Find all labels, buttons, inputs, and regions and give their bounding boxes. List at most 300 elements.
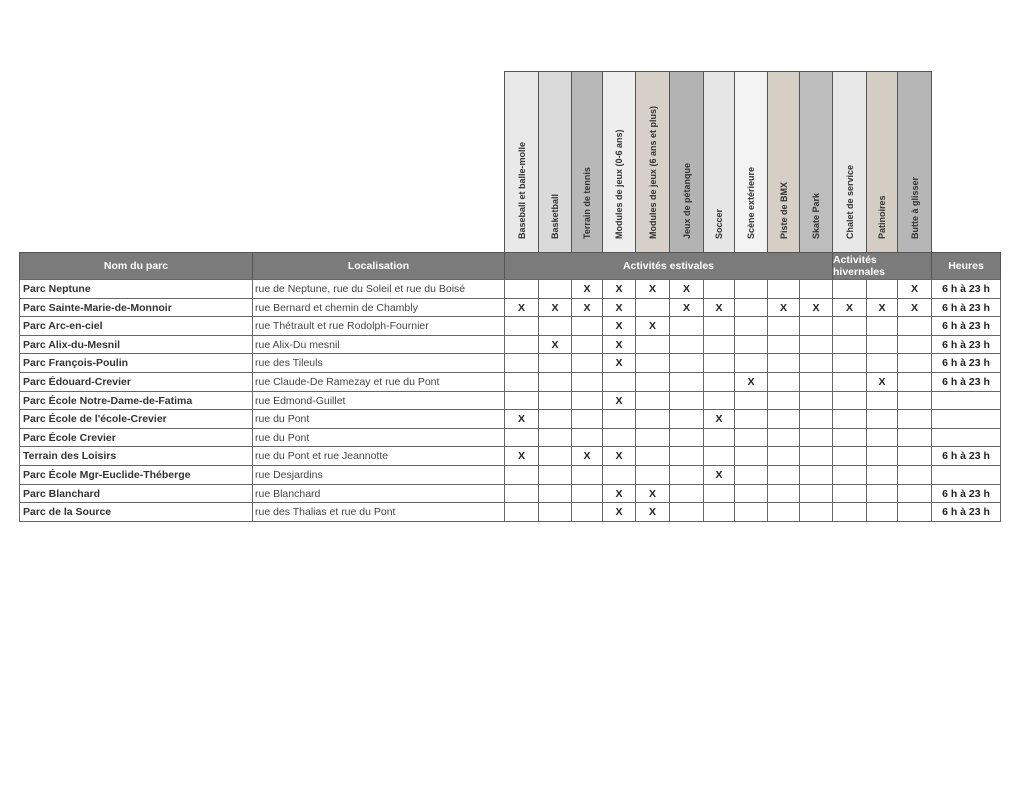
- activity-mark-cell: [669, 316, 704, 336]
- activity-mark-cell: [866, 428, 898, 447]
- activity-mark-cell: [504, 446, 539, 466]
- park-name-cell: [19, 446, 253, 466]
- activity-mark: X: [648, 487, 656, 500]
- activity-mark-cell: [866, 353, 898, 373]
- park-name-cell: [19, 465, 253, 485]
- park-name-cell: [19, 335, 253, 354]
- activity-mark-cell: [799, 446, 833, 466]
- activity-mark-cell: [602, 391, 636, 410]
- activity-mark-cell: [571, 316, 603, 336]
- activity-mark-cell: [538, 502, 572, 522]
- activity-mark-cell: [538, 335, 572, 354]
- activity-mark-cell: [799, 465, 833, 485]
- activity-mark-cell: [703, 409, 735, 429]
- park-name-cell: [19, 484, 253, 503]
- park-hours: 6 h à 23 h: [942, 320, 990, 332]
- activity-mark-cell: [602, 484, 636, 503]
- activity-mark-cell: [897, 372, 932, 392]
- activity-mark-cell: [635, 409, 670, 429]
- activity-header-label: Skate Park: [811, 192, 821, 239]
- park-name: Parc Édouard-Crevier: [23, 376, 131, 388]
- activity-mark: X: [747, 376, 755, 388]
- activity-header: [571, 71, 603, 253]
- activity-mark-cell: [703, 372, 735, 392]
- activity-mark: X: [551, 301, 559, 314]
- activity-mark-cell: [602, 465, 636, 485]
- activity-mark: X: [615, 357, 623, 369]
- park-location-cell: [252, 372, 505, 392]
- activity-mark-cell: [734, 409, 768, 429]
- activity-header-label: Chalet de service: [844, 164, 855, 239]
- activity-mark: X: [551, 338, 559, 351]
- activity-mark: X: [910, 301, 918, 314]
- activity-mark-cell: [734, 446, 768, 466]
- activity-mark-cell: [734, 372, 768, 392]
- activity-header: [897, 71, 932, 253]
- activity-header-label: Baseball et balle-molle: [516, 141, 527, 239]
- park-location-cell: [252, 316, 505, 336]
- activity-mark-cell: [669, 353, 704, 373]
- activity-mark-cell: [799, 391, 833, 410]
- column-header-name: [19, 252, 253, 280]
- park-location: rue Bernard et chemin de Chambly: [255, 301, 418, 314]
- activity-mark-cell: [866, 391, 898, 410]
- activity-mark: X: [910, 283, 918, 295]
- activity-mark-cell: [767, 502, 800, 522]
- activity-header-label: Modules de jeux (0-6 ans): [614, 129, 624, 239]
- activity-mark-cell: [703, 279, 735, 299]
- park-location: rue du Pont et rue Jeannotte: [255, 450, 389, 462]
- activity-mark-cell: [897, 446, 932, 466]
- activity-mark-cell: [538, 391, 572, 410]
- park-location-cell: [252, 298, 505, 317]
- activity-mark-cell: [602, 428, 636, 447]
- activity-mark-cell: [703, 353, 735, 373]
- activity-header: [767, 71, 800, 253]
- park-name-cell: [19, 391, 253, 410]
- activity-mark-cell: [703, 446, 735, 466]
- activity-mark: X: [615, 320, 623, 332]
- activity-header-label: Scène extérieure: [746, 166, 756, 239]
- activity-mark: X: [779, 301, 787, 314]
- activity-mark-cell: [734, 335, 768, 354]
- park-location-cell: [252, 502, 505, 522]
- column-header-location-label: Localisation: [347, 260, 410, 272]
- activity-mark-cell: [635, 279, 670, 299]
- park-hours: 6 h à 23 h: [942, 338, 990, 351]
- activity-mark-cell: [897, 391, 932, 410]
- activity-mark-cell: [897, 409, 932, 429]
- activity-mark-cell: [504, 335, 539, 354]
- park-location-cell: [252, 391, 505, 410]
- park-hours-cell: [931, 372, 1001, 392]
- park-hours: 6 h à 23 h: [942, 301, 990, 314]
- activity-mark: X: [648, 506, 656, 518]
- activity-mark-cell: [669, 409, 704, 429]
- park-hours-cell: [931, 279, 1001, 299]
- park-name: Parc École Notre-Dame-de-Fatima: [23, 394, 193, 407]
- activity-mark-cell: [602, 502, 636, 522]
- activity-mark-cell: [538, 372, 572, 392]
- activity-mark-cell: [635, 465, 670, 485]
- activity-header: [602, 71, 636, 253]
- park-hours: 6 h à 23 h: [942, 450, 990, 462]
- park-name-cell: [19, 353, 253, 373]
- activity-mark-cell: [799, 372, 833, 392]
- park-name-cell: [19, 428, 253, 447]
- activity-mark-cell: [703, 428, 735, 447]
- activity-mark-cell: [504, 316, 539, 336]
- activity-mark-cell: [602, 335, 636, 354]
- park-hours-cell: [931, 353, 1001, 373]
- activity-mark-cell: [602, 409, 636, 429]
- activity-mark: X: [615, 338, 623, 351]
- park-location-cell: [252, 409, 505, 429]
- park-location: rue des Tileuls: [255, 357, 323, 369]
- activity-mark-cell: [602, 372, 636, 392]
- activity-header-label: Basketball: [550, 193, 560, 239]
- activity-mark: X: [878, 301, 886, 314]
- activity-mark-cell: [734, 298, 768, 317]
- activity-mark-cell: [799, 484, 833, 503]
- activity-mark-cell: [734, 353, 768, 373]
- activity-mark-cell: [635, 353, 670, 373]
- activity-mark-cell: [571, 391, 603, 410]
- activity-mark-cell: [866, 484, 898, 503]
- activity-header: [703, 71, 735, 253]
- park-location-cell: [252, 446, 505, 466]
- activity-mark: X: [878, 376, 886, 388]
- activity-mark: X: [517, 301, 525, 314]
- park-hours: 6 h à 23 h: [942, 357, 990, 369]
- activity-mark-cell: [734, 502, 768, 522]
- activity-mark: X: [583, 283, 591, 295]
- activity-mark-cell: [832, 465, 867, 485]
- column-header-hours: [931, 252, 1001, 280]
- activity-header-label: Soccer: [714, 208, 724, 239]
- activity-mark-cell: [799, 335, 833, 354]
- activity-mark-cell: [504, 279, 539, 299]
- park-location: rue du Pont: [255, 431, 310, 444]
- activity-mark: X: [615, 487, 623, 500]
- park-hours-cell: [931, 316, 1001, 336]
- activity-mark-cell: [734, 484, 768, 503]
- activity-mark-cell: [538, 316, 572, 336]
- activity-mark-cell: [767, 353, 800, 373]
- activity-mark-cell: [635, 428, 670, 447]
- park-hours-cell: [931, 446, 1001, 466]
- activity-mark-cell: [635, 372, 670, 392]
- column-header-winter-label: Activités hivernales: [833, 254, 885, 278]
- activity-mark-cell: [504, 372, 539, 392]
- park-name: Parc Arc-en-ciel: [23, 320, 103, 332]
- activity-mark-cell: [538, 484, 572, 503]
- activity-mark-cell: [832, 335, 867, 354]
- park-name-cell: [19, 279, 253, 299]
- activity-mark: X: [615, 283, 623, 295]
- activity-mark-cell: [669, 335, 704, 354]
- activity-mark-cell: [767, 391, 800, 410]
- activity-mark-cell: [602, 446, 636, 466]
- activity-mark-cell: [799, 353, 833, 373]
- activity-mark-cell: [866, 372, 898, 392]
- park-hours: 6 h à 23 h: [942, 487, 990, 500]
- activity-mark-cell: [571, 335, 603, 354]
- activity-mark-cell: [538, 353, 572, 373]
- activity-mark-cell: [799, 428, 833, 447]
- park-hours-cell: [931, 465, 1001, 485]
- activity-mark-cell: [571, 279, 603, 299]
- park-hours: 6 h à 23 h: [942, 283, 990, 295]
- park-hours: 6 h à 23 h: [942, 506, 990, 518]
- column-header-name-label: Nom du parc: [103, 260, 169, 272]
- activity-mark-cell: [669, 465, 704, 485]
- activity-mark-cell: [538, 428, 572, 447]
- activity-mark: X: [682, 283, 690, 295]
- activity-mark-cell: [571, 446, 603, 466]
- activity-header-label: Piste de BMX: [778, 181, 789, 239]
- park-name: Parc École Mgr-Euclide-Théberge: [23, 469, 191, 481]
- park-hours-cell: [931, 391, 1001, 410]
- park-name: Parc École de l'école-Crevier: [23, 413, 167, 425]
- park-location: rue Thétrault et rue Rodolph-Fournier: [255, 320, 429, 332]
- activity-mark-cell: [669, 428, 704, 447]
- activity-mark-cell: [866, 335, 898, 354]
- activity-header-label: Butte à glisser: [909, 176, 920, 239]
- activity-mark: X: [845, 301, 853, 314]
- activity-mark-cell: [538, 465, 572, 485]
- activity-mark-cell: [832, 484, 867, 503]
- activity-mark-cell: [767, 335, 800, 354]
- activity-mark-cell: [703, 484, 735, 503]
- activity-mark-cell: [897, 279, 932, 299]
- park-name: Parc Blanchard: [23, 487, 101, 500]
- activity-mark-cell: [703, 335, 735, 354]
- activity-mark-cell: [767, 372, 800, 392]
- activity-mark-cell: [571, 428, 603, 447]
- park-name: Parc François-Poulin: [23, 357, 129, 369]
- activity-mark-cell: [866, 298, 898, 317]
- park-name: Parc Neptune: [23, 283, 91, 295]
- activity-mark-cell: [832, 446, 867, 466]
- park-name: Terrain des Loisirs: [23, 450, 117, 462]
- activity-mark: X: [812, 301, 820, 314]
- activity-mark: X: [615, 301, 623, 314]
- activity-mark-cell: [635, 484, 670, 503]
- activity-mark-cell: [635, 335, 670, 354]
- park-hours-cell: [931, 428, 1001, 447]
- activity-mark-cell: [703, 316, 735, 336]
- activity-mark: X: [715, 413, 723, 425]
- activity-header: [669, 71, 704, 253]
- activity-header: [635, 71, 670, 253]
- activity-mark: X: [615, 394, 623, 407]
- activity-mark: X: [715, 301, 723, 314]
- column-header-summer-label: Activités estivales: [622, 260, 715, 272]
- park-location: rue du Pont: [255, 413, 310, 425]
- activity-mark-cell: [832, 316, 867, 336]
- activity-mark-cell: [767, 409, 800, 429]
- activity-header: [832, 71, 867, 253]
- activity-mark-cell: [866, 409, 898, 429]
- activity-mark-cell: [897, 298, 932, 317]
- activity-mark-cell: [866, 279, 898, 299]
- activity-mark-cell: [669, 298, 704, 317]
- activity-mark-cell: [897, 316, 932, 336]
- activity-mark-cell: [504, 428, 539, 447]
- column-header-hours-label: Heures: [948, 260, 984, 272]
- activity-mark-cell: [538, 279, 572, 299]
- park-hours-cell: [931, 484, 1001, 503]
- activity-mark-cell: [504, 502, 539, 522]
- park-location: rue des Thalias et rue du Pont: [255, 506, 396, 518]
- activity-mark-cell: [703, 391, 735, 410]
- activity-mark-cell: [669, 446, 704, 466]
- activity-header-label: Modules de jeux (6 ans et plus): [647, 105, 658, 239]
- activity-mark-cell: [669, 484, 704, 503]
- activity-mark-cell: [897, 428, 932, 447]
- park-location: rue Alix-Du mesnil: [255, 338, 340, 351]
- park-name: Parc Sainte-Marie-de-Monnoir: [23, 301, 172, 314]
- park-name-cell: [19, 298, 253, 317]
- activity-mark-cell: [703, 502, 735, 522]
- activity-mark-cell: [602, 298, 636, 317]
- activity-mark-cell: [799, 316, 833, 336]
- park-location-cell: [252, 353, 505, 373]
- activity-mark-cell: [832, 502, 867, 522]
- activity-mark: X: [715, 469, 723, 481]
- activity-mark: X: [517, 450, 525, 462]
- park-name-cell: [19, 316, 253, 336]
- activity-header: [734, 71, 768, 253]
- activity-mark-cell: [635, 502, 670, 522]
- activity-mark-cell: [799, 502, 833, 522]
- activity-mark-cell: [504, 409, 539, 429]
- activity-mark-cell: [767, 446, 800, 466]
- park-hours-cell: [931, 298, 1001, 317]
- activity-mark-cell: [897, 484, 932, 503]
- activity-mark-cell: [767, 298, 800, 317]
- activity-mark-cell: [832, 409, 867, 429]
- activity-mark: X: [517, 413, 525, 425]
- activity-mark: X: [615, 450, 623, 462]
- activity-mark-cell: [504, 353, 539, 373]
- activity-mark-cell: [767, 316, 800, 336]
- activity-mark-cell: [635, 446, 670, 466]
- activity-mark-cell: [734, 391, 768, 410]
- activity-mark-cell: [734, 279, 768, 299]
- park-location: rue Desjardins: [255, 469, 323, 481]
- activity-mark-cell: [866, 465, 898, 485]
- activity-header-label: Terrain de tennis: [582, 167, 592, 239]
- activity-mark: X: [648, 283, 656, 295]
- activity-mark-cell: [571, 484, 603, 503]
- park-name-cell: [19, 409, 253, 429]
- activity-mark-cell: [669, 372, 704, 392]
- activity-mark-cell: [703, 465, 735, 485]
- park-location-cell: [252, 279, 505, 299]
- activity-mark-cell: [571, 372, 603, 392]
- activity-header: [866, 71, 898, 253]
- activity-mark-cell: [602, 353, 636, 373]
- activity-mark: X: [682, 301, 690, 314]
- park-name: Parc Alix-du-Mesnil: [23, 338, 121, 351]
- activity-mark-cell: [538, 298, 572, 317]
- activity-mark-cell: [571, 465, 603, 485]
- activity-mark-cell: [832, 372, 867, 392]
- activity-mark-cell: [832, 353, 867, 373]
- park-location: rue Edmond-Guillet: [255, 394, 346, 407]
- activity-header-label: Patinoires: [877, 195, 887, 239]
- activity-mark-cell: [832, 428, 867, 447]
- activity-mark-cell: [669, 502, 704, 522]
- activity-mark-cell: [832, 298, 867, 317]
- activity-mark-cell: [571, 298, 603, 317]
- activity-mark-cell: [799, 279, 833, 299]
- activity-mark-cell: [538, 409, 572, 429]
- activity-mark-cell: [832, 391, 867, 410]
- park-hours-cell: [931, 335, 1001, 354]
- activity-mark-cell: [832, 279, 867, 299]
- park-location-cell: [252, 484, 505, 503]
- activity-mark-cell: [602, 316, 636, 336]
- activity-mark-cell: [767, 484, 800, 503]
- park-name: Parc de la Source: [23, 506, 112, 518]
- activity-mark-cell: [866, 502, 898, 522]
- activity-mark-cell: [571, 502, 603, 522]
- column-header-location: [252, 252, 505, 280]
- activity-mark-cell: [602, 279, 636, 299]
- activity-mark-cell: [504, 298, 539, 317]
- park-location: rue Blanchard: [255, 487, 321, 500]
- park-name: Parc École Crevier: [23, 431, 116, 444]
- column-header-summer: [504, 252, 833, 280]
- activity-mark: X: [583, 450, 591, 462]
- park-location: rue de Neptune, rue du Soleil et rue du Boisé: [255, 283, 466, 295]
- activity-mark-cell: [767, 428, 800, 447]
- activity-header: [504, 71, 539, 253]
- activity-mark-cell: [635, 391, 670, 410]
- activity-header: [538, 71, 572, 253]
- activity-mark-cell: [897, 465, 932, 485]
- park-hours-cell: [931, 409, 1001, 429]
- park-hours-cell: [931, 502, 1001, 522]
- activity-mark-cell: [734, 428, 768, 447]
- activity-mark-cell: [897, 502, 932, 522]
- activity-mark-cell: [734, 465, 768, 485]
- activity-mark-cell: [767, 465, 800, 485]
- activity-mark: X: [615, 506, 623, 518]
- activity-mark-cell: [635, 298, 670, 317]
- activity-header: [799, 71, 833, 253]
- activity-mark-cell: [504, 484, 539, 503]
- activity-mark-cell: [703, 298, 735, 317]
- activity-header-label: Jeux de pétanque: [681, 162, 692, 239]
- activity-mark-cell: [669, 279, 704, 299]
- activity-mark-cell: [504, 465, 539, 485]
- park-name-cell: [19, 372, 253, 392]
- park-hours: 6 h à 23 h: [942, 376, 990, 388]
- column-header-winter: [832, 252, 932, 280]
- park-location: rue Claude-De Ramezay et rue du Pont: [255, 376, 440, 388]
- park-name-cell: [19, 502, 253, 522]
- activity-mark-cell: [571, 409, 603, 429]
- activity-mark-cell: [897, 353, 932, 373]
- activity-mark-cell: [866, 446, 898, 466]
- activity-mark-cell: [734, 316, 768, 336]
- activity-mark-cell: [799, 409, 833, 429]
- activity-mark-cell: [866, 316, 898, 336]
